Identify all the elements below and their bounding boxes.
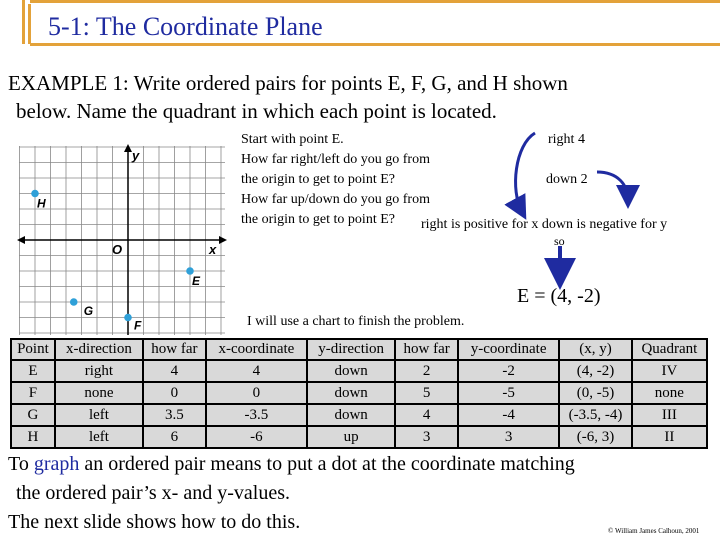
footer-line1 (8, 453, 575, 476)
table-body (11, 360, 707, 448)
table-cell: 3 (458, 426, 559, 448)
step-line: How far right/left do you go from (241, 152, 430, 167)
coordinate-chart-table (10, 338, 708, 449)
step-line: the origin to get to point E? (241, 172, 395, 187)
table-cell: 2 (395, 360, 458, 382)
point-label-f: F (134, 318, 142, 333)
table-cell: up (307, 426, 395, 448)
table-cell: 5 (395, 382, 458, 404)
point-label-e: E (192, 274, 201, 288)
example-text-line2: below. Name the quadrant in which each point is located. (16, 99, 497, 123)
footer-line1-pre: To (8, 453, 34, 475)
point-g (70, 298, 78, 306)
sign-rule-note: right is positive for x down is negative for y (421, 217, 668, 232)
table-cell: 4 (206, 360, 307, 382)
table-header-cell: how far (143, 339, 206, 360)
point-label-g: G (83, 304, 94, 318)
table-cell: left (55, 404, 143, 426)
coordinate-grid (15, 142, 235, 337)
down-2-note: down 2 (546, 172, 588, 187)
table-cell: IV (632, 360, 707, 382)
table-cell: 3 (395, 426, 458, 448)
example-text-line1: EXAMPLE 1: Write ordered pairs for points E, F, G, and H shown (8, 71, 568, 95)
table-cell: E (11, 360, 55, 382)
table-cell: down (307, 360, 395, 382)
table-header-row (11, 339, 707, 360)
points-layer (31, 190, 201, 333)
table-cell: -4 (458, 404, 559, 426)
y-axis-label: y (132, 148, 140, 163)
step-line: the origin to get to point E? (241, 212, 395, 227)
table-cell: 0 (143, 382, 206, 404)
table-header-cell: Point (11, 339, 55, 360)
footer-line2: the ordered pair’s x- and y-values. (16, 482, 290, 504)
point-label-h: H (37, 196, 46, 211)
page-title: 5-1: The Coordinate Plane (48, 12, 323, 41)
table-header-cell: Quadrant (632, 339, 707, 360)
y-axis-arrow-up (124, 144, 132, 152)
table-cell: -5 (458, 382, 559, 404)
table-cell: (-6, 3) (559, 426, 632, 448)
table-cell: down (307, 404, 395, 426)
table-header-cell: (x, y) (559, 339, 632, 360)
table-cell: down (307, 382, 395, 404)
right-4-note: right 4 (548, 132, 585, 147)
footer-line1-post: an ordered pair means to put a dot at the coordinate matching (79, 453, 575, 475)
table-cell: II (632, 426, 707, 448)
step-line: Start with point E. (241, 132, 344, 147)
table-cell: (0, -5) (559, 382, 632, 404)
table-cell: 4 (395, 404, 458, 426)
copyright-text: © William James Calhoun, 2001 (608, 527, 700, 535)
table-cell: -6 (206, 426, 307, 448)
table-header-cell: y-coordinate (458, 339, 559, 360)
curved-arrow-down (597, 172, 628, 200)
so-note: so (554, 234, 565, 248)
table-cell: (4, -2) (559, 360, 632, 382)
chart-note: I will use a chart to finish the problem. (247, 314, 465, 329)
table-row (11, 404, 707, 426)
curved-arrow-right (516, 133, 535, 212)
table-header-cell: how far (395, 339, 458, 360)
origin-label: O (112, 242, 123, 257)
table-cell: none (632, 382, 707, 404)
table-header-cell: y-direction (307, 339, 395, 360)
table-cell: 3.5 (143, 404, 206, 426)
table-row (11, 426, 707, 448)
x-axis-arrow-left (17, 236, 25, 244)
table-row (11, 360, 707, 382)
table-cell: 4 (143, 360, 206, 382)
table-cell: -2 (458, 360, 559, 382)
table-header-cell: x-coordinate (206, 339, 307, 360)
table-row (11, 382, 707, 404)
graph-term: graph (33, 453, 80, 475)
footer-line3: The next slide shows how to do this. (8, 511, 301, 533)
coordinate-grid-svg (15, 142, 235, 337)
table-cell: H (11, 426, 55, 448)
table-cell: III (632, 404, 707, 426)
x-axis-arrow-right (219, 236, 227, 244)
x-axis-label: x (209, 242, 217, 257)
table-cell: 0 (206, 382, 307, 404)
table-cell: left (55, 426, 143, 448)
step-line: How far up/down do you go from (241, 192, 430, 207)
result-text: E = (4, -2) (517, 285, 601, 307)
table-cell: none (55, 382, 143, 404)
table-cell: G (11, 404, 55, 426)
table-header-cell: x-direction (55, 339, 143, 360)
table-cell: (-3.5, -4) (559, 404, 632, 426)
table-cell: F (11, 382, 55, 404)
table-cell: right (55, 360, 143, 382)
table-cell: -3.5 (206, 404, 307, 426)
table-cell: 6 (143, 426, 206, 448)
point-f (124, 314, 132, 322)
